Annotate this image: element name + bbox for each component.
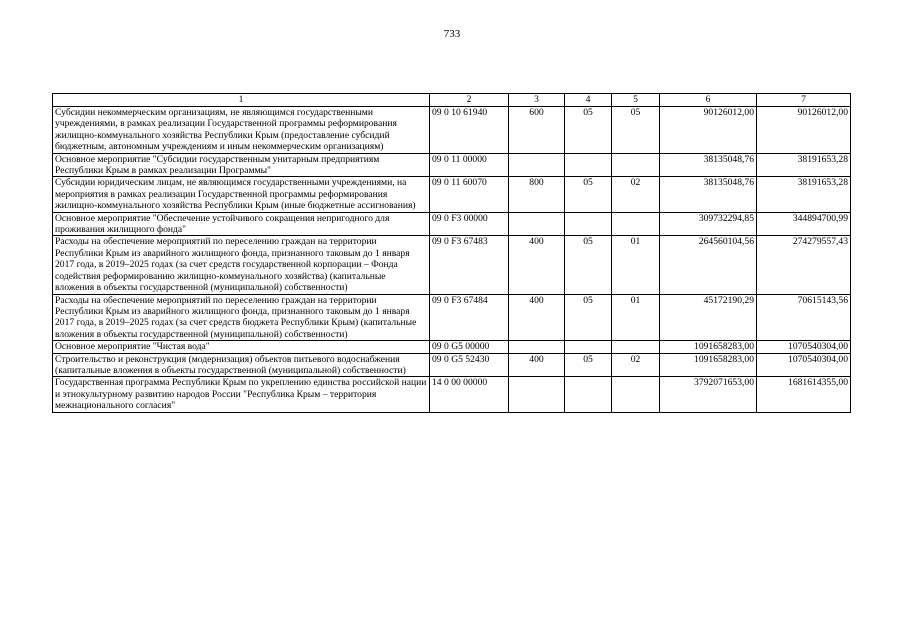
row-name: Расходы на обеспечение мероприятий по переселению граждан на территории Республики Крым из аварийного жилищного фонда, признанного таковым до 1 января 2017 года, в 2019–2025 годах (за счет средств государственной корпорации – Фонда содействия реформированию жилищно-коммунального хозяйства) (капитальные вложения в объекты государственной (муниципальной) собственности): [53, 236, 430, 294]
table-row: [53, 107, 851, 154]
row-name: Субсидии некоммерческим организациям, не являющимся государственными учреждениями, в рамках реализации Государственной программы реформирования жилищно-коммунального хозяйства Республики Крым (предоставление субсидий бюджетным, автономным учреждениям и иным некоммерческим организациям): [53, 107, 430, 154]
table-row: [53, 341, 851, 353]
row-value-7: 70615143,56: [757, 294, 851, 341]
table-row: [53, 294, 851, 341]
row-value-6: 264560104,56: [660, 236, 757, 294]
row-value-7: 1681614355,00: [757, 377, 851, 412]
column-header: 3: [509, 94, 565, 107]
row-value-6: 38135048,76: [660, 177, 757, 212]
row-col5: 02: [612, 177, 660, 212]
row-col5: [612, 212, 660, 236]
row-col4: [565, 341, 612, 353]
column-header: 7: [757, 94, 851, 107]
table-row: [53, 377, 851, 412]
row-col3: 400: [509, 294, 565, 341]
row-col5: [612, 153, 660, 177]
row-name: Основное мероприятие "Чистая вода": [53, 341, 430, 353]
column-header: 1: [53, 94, 430, 107]
row-name: Основное мероприятие "Обеспечение устойчивого сокращения непригодного для проживания жилищного фонда": [53, 212, 430, 236]
table-row: [53, 153, 851, 177]
row-code: 09 0 11 60070: [430, 177, 509, 212]
row-col4: 05: [565, 107, 612, 154]
row-value-6: 1091658283,00: [660, 353, 757, 377]
row-col4: 05: [565, 236, 612, 294]
row-code: 09 0 F3 67484: [430, 294, 509, 341]
row-col4: [565, 153, 612, 177]
row-name: Государственная программа Республики Крым по укреплению единства российской нации и этнокультурному развитию народов России "Республика Крым – территория межнационального согласия": [53, 377, 430, 412]
column-header: 4: [565, 94, 612, 107]
row-col3: [509, 341, 565, 353]
row-value-6: 90126012,00: [660, 107, 757, 154]
row-col4: 05: [565, 177, 612, 212]
row-code: 09 0 G5 52430: [430, 353, 509, 377]
row-value-7: 1070540304,00: [757, 353, 851, 377]
row-col3: 400: [509, 353, 565, 377]
row-col3: 800: [509, 177, 565, 212]
row-value-7: 38191653,28: [757, 153, 851, 177]
row-col3: [509, 153, 565, 177]
row-value-7: 274279557,43: [757, 236, 851, 294]
row-col3: [509, 212, 565, 236]
row-col5: 02: [612, 353, 660, 377]
row-value-7: 1070540304,00: [757, 341, 851, 353]
table-row: [53, 353, 851, 377]
row-col5: [612, 377, 660, 412]
column-header: 6: [660, 94, 757, 107]
row-col3: 600: [509, 107, 565, 154]
row-name: Строительство и реконструкция (модернизация) объектов питьевого водоснабжения (капитальные вложения в объекты государственной (муниципальной) собственности): [53, 353, 430, 377]
column-header-row: [53, 94, 851, 107]
row-col4: 05: [565, 353, 612, 377]
row-value-7: 344894700,99: [757, 212, 851, 236]
column-header: 2: [430, 94, 509, 107]
page-number: 733: [443, 28, 461, 40]
row-col5: 01: [612, 236, 660, 294]
row-col4: [565, 212, 612, 236]
row-col4: [565, 377, 612, 412]
row-value-7: 38191653,28: [757, 177, 851, 212]
row-col3: 400: [509, 236, 565, 294]
row-name: Расходы на обеспечение мероприятий по переселению граждан на территории Республики Крым из аварийного жилищного фонда, признанного таковым до 1 января 2017 года, в 2019–2025 годах (за счет средств бюджета Республики Крым) (капитальные вложения в объекты государственной (муниципальной) собственности): [53, 294, 430, 341]
table-row: [53, 236, 851, 294]
row-col4: 05: [565, 294, 612, 341]
row-name: Основное мероприятие "Субсидии государственным унитарным предприятиям Республики Крым в рамках реализации Программы": [53, 153, 430, 177]
column-header: 5: [612, 94, 660, 107]
row-code: 14 0 00 00000: [430, 377, 509, 412]
row-code: 09 0 10 61940: [430, 107, 509, 154]
row-value-6: 38135048,76: [660, 153, 757, 177]
row-code: 09 0 F3 00000: [430, 212, 509, 236]
row-value-6: 3792071653,00: [660, 377, 757, 412]
table-row: [53, 212, 851, 236]
row-code: 09 0 G5 00000: [430, 341, 509, 353]
budget-table: [52, 93, 851, 413]
row-value-6: 1091658283,00: [660, 341, 757, 353]
row-col5: 05: [612, 107, 660, 154]
row-code: 09 0 11 00000: [430, 153, 509, 177]
row-value-6: 309732294,85: [660, 212, 757, 236]
row-name: Субсидии юридическим лицам, не являющимся государственными учреждениями, на мероприятия в рамках реализации Государственной программы реформирования жилищно-коммунального хозяйства Республики Крым (иные бюджетные ассигнования): [53, 177, 430, 212]
table-row: [53, 177, 851, 212]
row-col5: [612, 341, 660, 353]
row-col5: 01: [612, 294, 660, 341]
row-code: 09 0 F3 67483: [430, 236, 509, 294]
row-value-6: 45172190,29: [660, 294, 757, 341]
row-value-7: 90126012,00: [757, 107, 851, 154]
row-col3: [509, 377, 565, 412]
